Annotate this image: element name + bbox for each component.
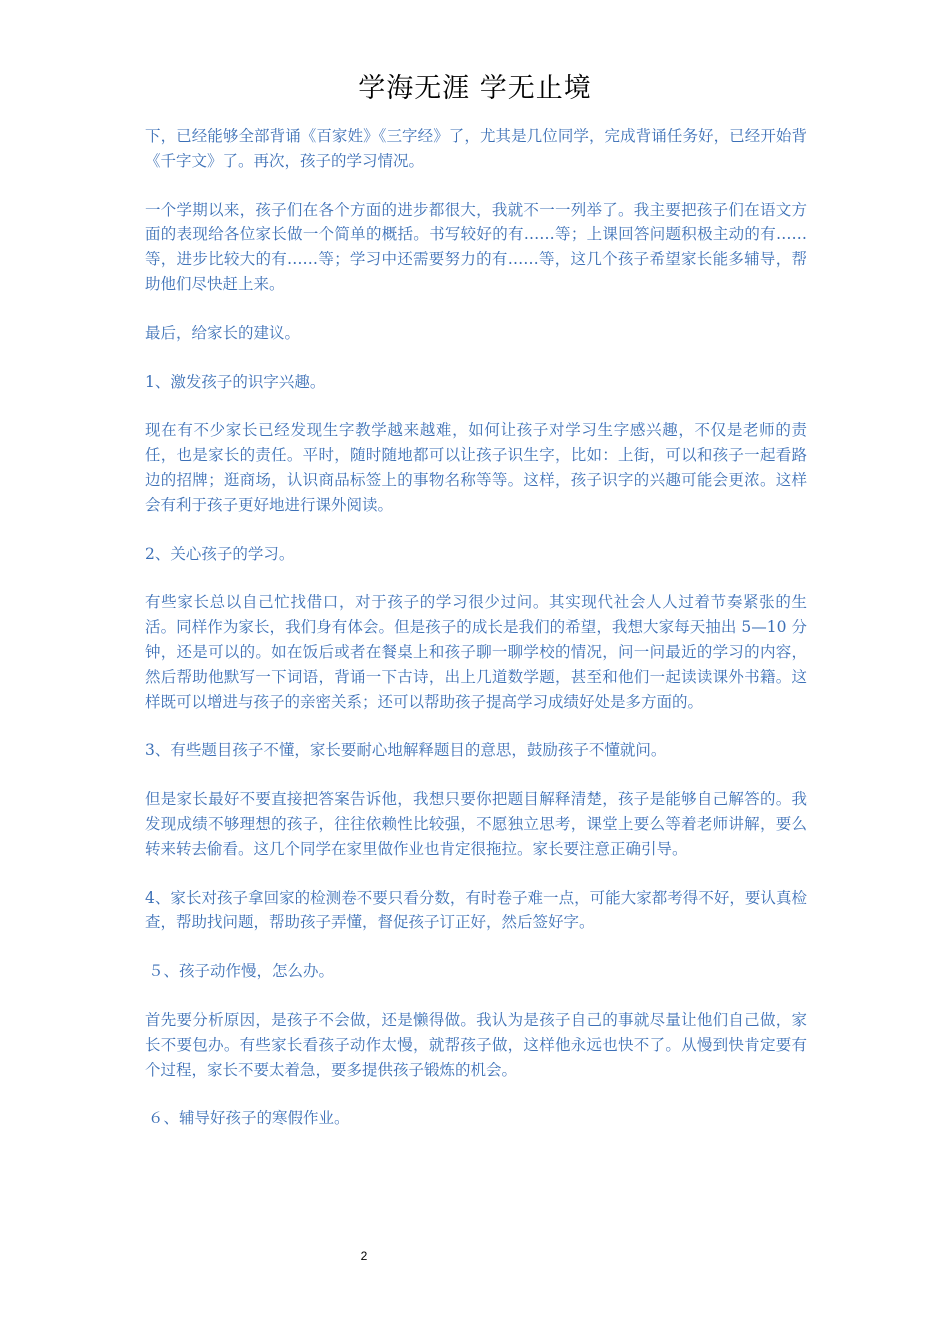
paragraph-recitation-progress: 下，已经能够全部背诵《百家姓》《三字经》了，尤其是几位同学，完成背诵任务好，已经开始背《千字文》了。再次，孩子的学习情况。 [145,127,807,170]
page-header-title: 学海无涯 学无止境 [358,73,592,104]
heading-suggestion-5: ５、孩子动作慢，怎么办。 [148,962,335,981]
paragraph-suggestions-intro: 最后，给家长的建议。 [145,323,301,342]
heading-suggestion-4: 4、家长对孩子拿回家的检测卷不要只看分数，有时卷子难一点，可能大家都考得不好，要认真检查，帮助找问题，帮助孩子弄懂，督促孩子订正好，然后签好字。 [145,888,807,932]
document-body [145,124,807,1155]
paragraph-semester-summary: 一个学期以来，孩子们在各个方面的进步都很大，我就不一一列举了。我主要把孩子们在语文方面的表现给各位家长做一个简单的概括。书写较好的有……等；上课回答问题积极主动的有……等，进步比较大的有……等；学习中还需要努力的有……等，这几个孩子希望家长能多辅导，帮助他们尽快赶上来。 [145,200,807,293]
heading-suggestion-1: 1、激发孩子的识字兴趣。 [145,372,326,391]
paragraph-suggestion-2: 有些家长总以自己忙找借口，对于孩子的学习很少过问。其实现代社会人人过着节奏紧张的生活。同样作为家长，我们身有体会。但是孩子的成长是我们的希望，我想大家每天抽出 5—10 分钟，还是可以的。如在饭后或者在餐桌上和孩子聊一聊学校的情况，问一问最近的学习的内容，然后帮助他默写一下词语，背诵一下古诗，出上几道数学题，甚至和他们一起读读课外书籍。这样既可以增进与孩子的亲密关系；还可以帮助孩子提高学习成绩好处是多方面的。 [145,593,807,711]
paragraph-suggestion-5: 首先要分析原因，是孩子不会做，还是懒得做。我认为是孩子自己的事就尽量让他们自己做，家长不要包办。有些家长看孩子动作太慢，就帮孩子做，这样他永远也快不了。从慢到快肯定要有个过程，家长不要太着急，要多提供孩子锻炼的机会。 [145,1010,807,1079]
paragraph-suggestion-3: 但是家长最好不要直接把答案告诉他，我想只要你把题目解释清楚，孩子是能够自己解答的。我发现成绩不够理想的孩子，往往依赖性比较强，不愿独立思考，课堂上要么等着老师讲解，要么转来转去偷看。这几个同学在家里做作业也肯定很拖拉。家长要注意正确引导。 [145,790,807,858]
heading-suggestion-2: 2、关心孩子的学习。 [145,544,295,563]
page-number: 2 [360,1249,368,1263]
heading-suggestion-3: 3、有些题目孩子不懂，家长要耐心地解释题目的意思，鼓励孩子不懂就问。 [145,741,667,760]
heading-suggestion-6: ６、辅导好孩子的寒假作业。 [148,1109,350,1128]
paragraph-suggestion-1: 现在有不少家长已经发现生字教学越来越难，如何让孩子对学习生字感兴趣，不仅是老师的责任，也是家长的责任。平时，随时随地都可以让孩子识生字，比如：上街，可以和孩子一起看路边的招牌；逛商场，认识商品标签上的事物名称等等。这样，孩子识字的兴趣可能会更浓。这样会有利于孩子更好地进行课外阅读。 [145,421,807,514]
